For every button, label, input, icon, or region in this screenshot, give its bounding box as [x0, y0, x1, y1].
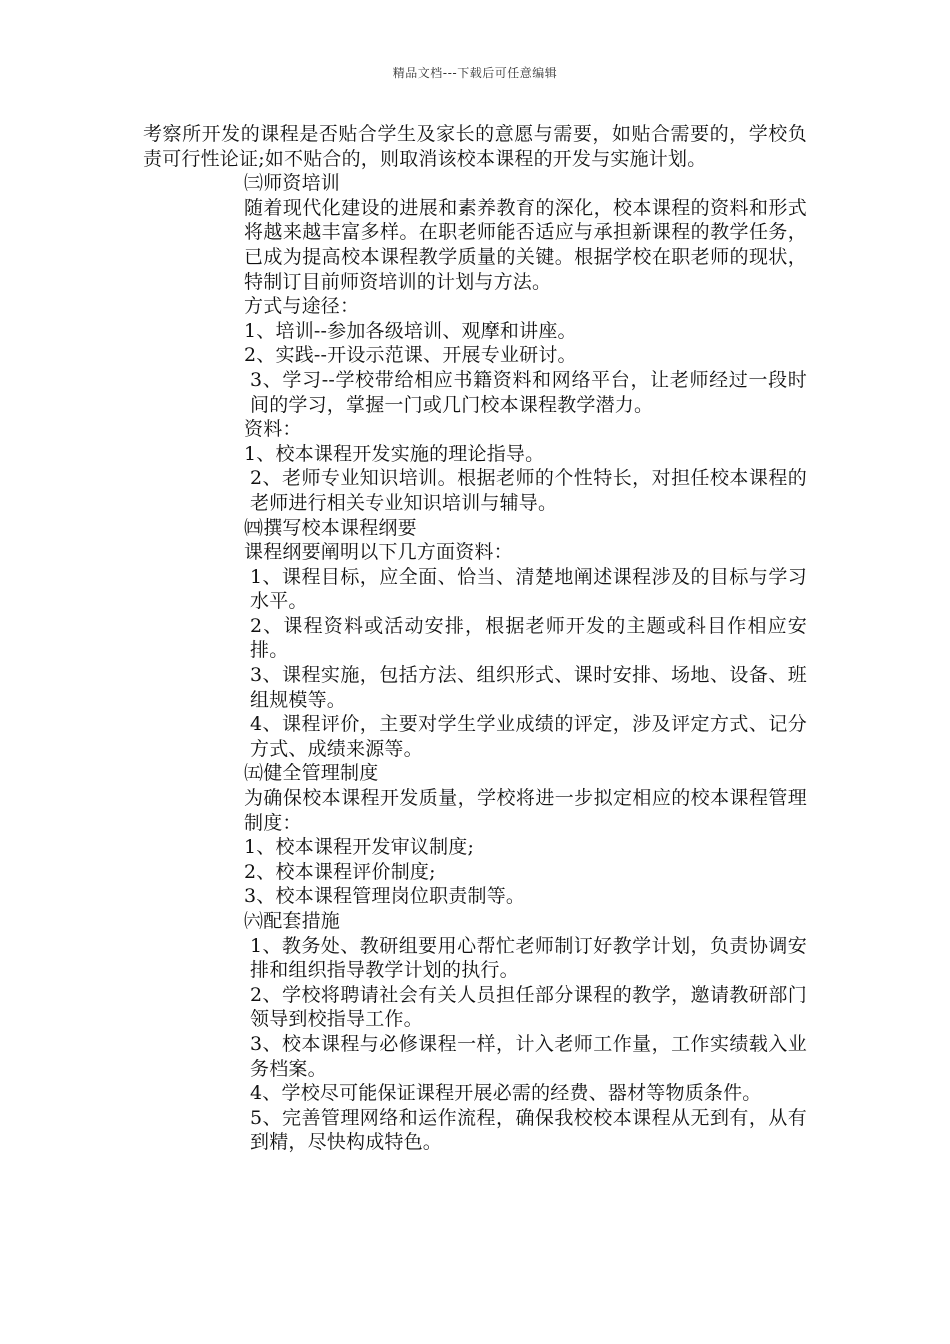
paragraph: 考察所开发的课程是否贴合学生及家长的意愿与需要，如贴合需要的，学校负责可行性论证;如不贴合的，则取消该校本课程的开发与实施计划。 — [143, 123, 807, 170]
page-header: 精品文档---下载后可任意编辑 — [392, 66, 558, 80]
list-item: 4、课程评价，主要对学生学业成绩的评定，涉及评定方式、记分方式、成绩来源等。 — [250, 713, 807, 760]
section-heading: ㈥配套措施 — [244, 910, 341, 932]
list-item: 1、校本课程开发审议制度; — [244, 836, 475, 859]
list-item: 2、老师专业知识培训。根据老师的个性特长，对担任校本课程的老师进行相关专业知识培训与辅导。 — [250, 467, 807, 514]
section-heading: ㈤健全管理制度 — [244, 762, 379, 785]
list-item: 2、实践--开设示范课、开展专业研讨。 — [244, 344, 577, 367]
list-item: 2、校本课程评价制度; — [244, 860, 436, 883]
section-heading: ㈣撰写校本课程纲要 — [244, 516, 417, 539]
list-item: 1、培训--参加各级培训、观摩和讲座。 — [244, 319, 577, 342]
list-item: 3、校本课程与必修课程一样，计入老师工作量，工作实绩载入业务档案。 — [250, 1032, 807, 1080]
list-item: 3、学习--学校带给相应书籍资料和网络平台，让老师经过一段时间的学习，掌握一门或几门校本课程教学潜力。 — [250, 368, 807, 416]
list-item: 2、学校将聘请社会有关人员担任部分课程的教学，邀请教研部门领导到校指导工作。 — [250, 983, 807, 1031]
paragraph: 资料： — [244, 418, 302, 441]
paragraph: 为确保校本课程开发质量，学校将进一步拟定相应的校本课程管理制度： — [244, 787, 807, 834]
section-heading: ㈢师资培训 — [244, 172, 341, 195]
document-body — [143, 122, 807, 1155]
list-item: 4、学校尽可能保证课程开展必需的经费、器材等物质条件。 — [250, 1082, 762, 1105]
list-item: 2、课程资料或活动安排，根据老师开发的主题或科目作相应安排。 — [250, 614, 807, 662]
list-item: 5、完善管理网络和运作流程，确保我校校本课程从无到有，从有到精，尽快构成特色。 — [250, 1106, 807, 1154]
list-item: 3、课程实施，包括方法、组织形式、课时安排、场地、设备、班组规模等。 — [250, 664, 807, 711]
paragraph: 方式与途径： — [244, 295, 360, 318]
list-item: 1、校本课程开发实施的理论指导。 — [244, 442, 545, 465]
list-item: 1、教务处、教研组要用心帮忙老师制订好教学计划，负责协调安排和组织指导教学计划的执行。 — [250, 934, 807, 982]
list-item: 1、课程目标，应全面、恰当、清楚地阐述课程涉及的目标与学习水平。 — [250, 565, 807, 613]
paragraph: 课程纲要阐明以下几方面资料： — [244, 541, 513, 564]
list-item: 3、校本课程管理岗位职责制等。 — [244, 885, 526, 908]
paragraph: 随着现代化建设的进展和素养教育的深化，校本课程的资料和形式将越来越丰富多样。在职老师能否适应与承担新课程的教学任务，已成为提高校本课程教学质量的关键。根据学校在职老师的现状，特制订目前师资培训的计划与方法。 — [244, 196, 807, 293]
